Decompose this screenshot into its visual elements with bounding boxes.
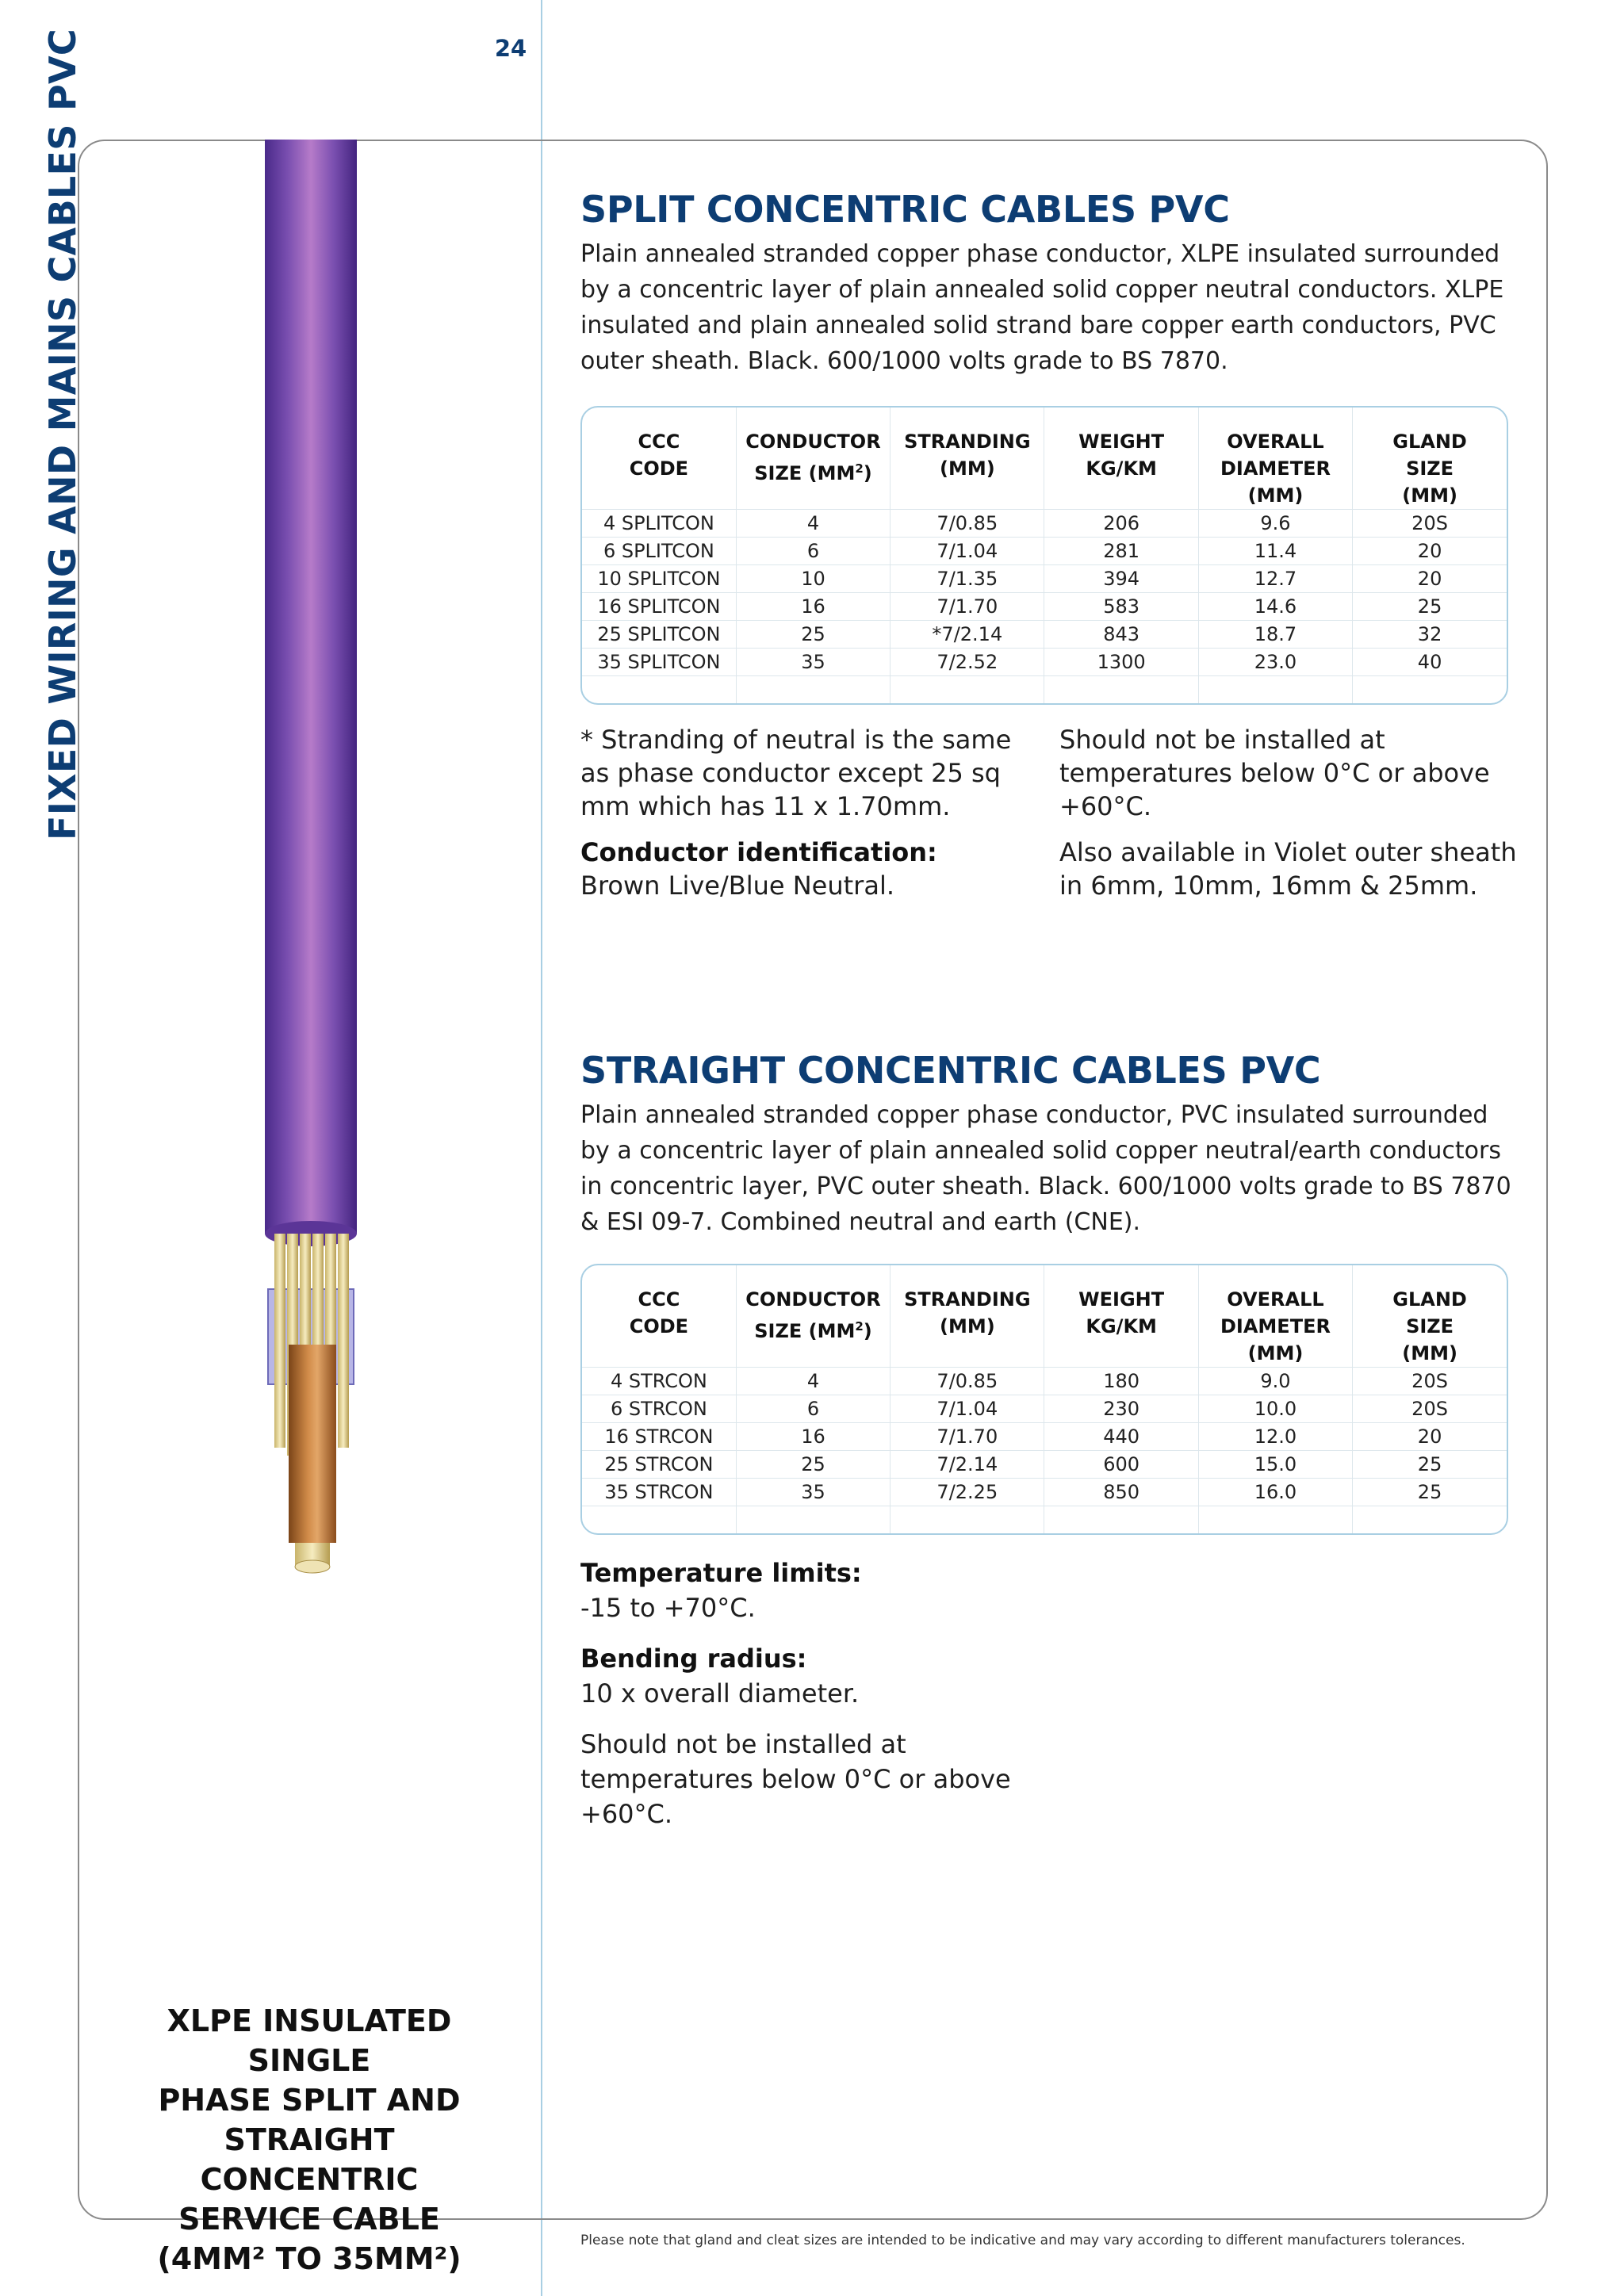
cell-conductor-size: 6: [736, 538, 890, 565]
cable-caption-line: SERVICE CABLE: [178, 2202, 440, 2237]
header-conductor-size: CONDUCTOR SIZE $(MM^2)$: [736, 1265, 890, 1368]
cell-stranding: 7/1.70: [891, 1423, 1044, 1451]
straight-concentric-section: [580, 1048, 1516, 1240]
stranding-note: * Stranding of neutral is the same as phase conductor except 25 sq mm which has 11 x 1.70mm.: [580, 725, 1012, 821]
notes-left-column: [580, 723, 1040, 915]
cell-conductor-size: 16: [736, 1423, 890, 1451]
cell-code: 6 STRCON: [582, 1395, 736, 1423]
cell-weight: 843: [1044, 621, 1198, 649]
empty-cell: [891, 676, 1044, 703]
header-code: CCC CODE: [582, 1265, 736, 1368]
empty-cell: [891, 1506, 1044, 1533]
cell-gland: 32: [1353, 621, 1507, 649]
cell-stranding: 7/0.85: [891, 510, 1044, 538]
cell-diameter: 10.0: [1198, 1395, 1352, 1423]
empty-cell: [582, 1506, 736, 1533]
cell-stranding: 7/2.14: [891, 1451, 1044, 1479]
cell-conductor-size: 10: [736, 565, 890, 593]
cell-stranding: *7/2.14: [891, 621, 1044, 649]
cell-stranding: 7/1.04: [891, 538, 1044, 565]
tolerance-footnote: Please note that gland and cleat sizes are intended to be indicative and may vary according to different manufacturers tolerances.: [580, 2233, 1465, 2248]
empty-cell: [582, 676, 736, 703]
table-header-row: [582, 408, 1507, 510]
cable-caption-line: STRAIGHT CONCENTRIC: [200, 2122, 419, 2197]
cell-stranding: 7/1.04: [891, 1395, 1044, 1423]
cell-weight: 230: [1044, 1395, 1198, 1423]
cell-diameter: 12.7: [1198, 565, 1352, 593]
cell-conductor-size: 6: [736, 1395, 890, 1423]
cell-gland: 20: [1353, 538, 1507, 565]
cell-stranding: 7/0.85: [891, 1368, 1044, 1395]
cell-code: 4 STRCON: [582, 1368, 736, 1395]
cell-conductor-size: 35: [736, 1479, 890, 1506]
cell-conductor-size: 4: [736, 510, 890, 538]
cell-diameter: 15.0: [1198, 1451, 1352, 1479]
cell-diameter: 9.6: [1198, 510, 1352, 538]
cell-gland: 25: [1353, 593, 1507, 621]
cell-weight: 394: [1044, 565, 1198, 593]
section-title: SPLIT CONCENTRIC CABLES PVC: [580, 188, 1230, 231]
cell-diameter: 14.6: [1198, 593, 1352, 621]
split-concentric-section: [580, 187, 1516, 379]
note-text: 10 x overall diameter.: [580, 1678, 860, 1709]
empty-cell: [736, 676, 890, 703]
table-row: [582, 593, 1507, 621]
table-header-row: [582, 1265, 1507, 1368]
cell-weight: 281: [1044, 538, 1198, 565]
cell-conductor-size: 35: [736, 649, 890, 676]
cell-conductor-size: 16: [736, 593, 890, 621]
table-row: [582, 1451, 1507, 1479]
header-gland: GLAND SIZE (MM): [1392, 1288, 1467, 1364]
install-temperature-note: Should not be installed at temperatures below 0°C or above +60°C.: [580, 1729, 1011, 1829]
cell-code: 16 STRCON: [582, 1423, 736, 1451]
header-diameter: OVERALL DIAMETER (MM): [1198, 408, 1352, 510]
cell-conductor-size: 25: [736, 1451, 890, 1479]
side-section-title: FIXED WIRING AND MAINS CABLES PVC: [41, 29, 84, 840]
table-row: [582, 1368, 1507, 1395]
cell-weight: 206: [1044, 510, 1198, 538]
table-spacer-row: [582, 1506, 1507, 1533]
cell-stranding: 7/2.52: [891, 649, 1044, 676]
cell-diameter: 11.4: [1198, 538, 1352, 565]
header-stranding: STRANDING (MM): [891, 408, 1044, 510]
empty-cell: [1198, 676, 1352, 703]
header-diameter: OVERALL DIAMETER (MM): [1198, 1265, 1352, 1368]
cell-weight: 180: [1044, 1368, 1198, 1395]
cell-code: 4 SPLITCON: [582, 510, 736, 538]
note-heading: Conductor identification:: [580, 837, 937, 867]
violet-sheath-note: Also available in Violet outer sheath in 6mm, 10mm, 16mm & 25mm.: [1059, 837, 1517, 901]
table-row: [582, 538, 1507, 565]
cell-gland: 40: [1353, 649, 1507, 676]
cell-code: 25 STRCON: [582, 1451, 736, 1479]
table-row: [582, 1479, 1507, 1506]
table-row: [582, 649, 1507, 676]
cell-stranding: 7/1.70: [891, 593, 1044, 621]
cell-conductor-size: 4: [736, 1368, 890, 1395]
cell-diameter: 12.0: [1198, 1423, 1352, 1451]
cell-gland: 20S: [1353, 510, 1507, 538]
cell-code: 35 SPLITCON: [582, 649, 736, 676]
temperature-limits: [580, 1556, 1056, 1625]
page-number: 24: [494, 35, 527, 62]
cable-caption: [111, 2001, 508, 2279]
table-row: [582, 510, 1507, 538]
header-stranding: STRANDING (MM): [891, 1265, 1044, 1368]
empty-cell: [1353, 676, 1507, 703]
cell-gland: 20: [1353, 565, 1507, 593]
table-row: [582, 1395, 1507, 1423]
cable-caption-line: (4MM² TO 35MM²): [157, 2241, 462, 2276]
cell-weight: 600: [1044, 1451, 1198, 1479]
note-text: Brown Live/Blue Neutral.: [580, 871, 894, 901]
header-code: CCC CODE: [582, 408, 736, 510]
cell-diameter: 18.7: [1198, 621, 1352, 649]
cable-image: [246, 140, 381, 1582]
split-spec-table: [580, 406, 1508, 705]
cell-code: 10 SPLITCON: [582, 565, 736, 593]
table-row: [582, 1423, 1507, 1451]
note-heading: Bending radius:: [580, 1644, 807, 1674]
empty-cell: [1044, 1506, 1198, 1533]
straight-spec-table: [580, 1264, 1508, 1535]
section-description: Plain annealed stranded copper phase conductor, XLPE insulated surrounded by a concentric layer of plain annealed solid copper neutral conductors. XLPE insulated and plain annealed solid strand bare copper earth conductors, PVC outer sheath. Black. 600/1000 volts grade to BS 7870.: [580, 240, 1504, 375]
bending-radius: [580, 1641, 1056, 1711]
header-gland: GLAND SIZE (MM): [1392, 430, 1467, 507]
empty-cell: [1044, 676, 1198, 703]
cell-diameter: 9.0: [1198, 1368, 1352, 1395]
section-description: Plain annealed stranded copper phase conductor, PVC insulated surrounded by a concentric layer of plain annealed solid copper neutral/earth conductors in concentric layer, PVC outer sheath. Black. 600/1000 volts grade to BS 7870 & ESI 09-7. Combined neutral and earth (CNE).: [580, 1101, 1511, 1236]
cell-weight: 440: [1044, 1423, 1198, 1451]
cell-code: 35 STRCON: [582, 1479, 736, 1506]
conductor-identification: [580, 836, 1040, 902]
cell-stranding: 7/2.25: [891, 1479, 1044, 1506]
note-heading: Temperature limits:: [580, 1558, 862, 1588]
note-text: -15 to +70°C.: [580, 1593, 756, 1623]
cell-conductor-size: 25: [736, 621, 890, 649]
table-row: [582, 565, 1507, 593]
cell-gland: 20: [1353, 1423, 1507, 1451]
empty-cell: [1353, 1506, 1507, 1533]
cell-gland: 25: [1353, 1451, 1507, 1479]
section-title: STRAIGHT CONCENTRIC CABLES PVC: [580, 1049, 1321, 1092]
cell-code: 16 SPLITCON: [582, 593, 736, 621]
cell-weight: 1300: [1044, 649, 1198, 676]
cell-weight: 583: [1044, 593, 1198, 621]
notes-right-column: [1059, 723, 1519, 915]
empty-cell: [736, 1506, 890, 1533]
install-temperature-note: Should not be installed at temperatures below 0°C or above +60°C.: [1059, 725, 1490, 821]
cell-code: 6 SPLITCON: [582, 538, 736, 565]
cell-code: 25 SPLITCON: [582, 621, 736, 649]
cable-caption-line: XLPE INSULATED SINGLE: [167, 2003, 452, 2078]
cell-gland: 25: [1353, 1479, 1507, 1506]
cell-weight: 850: [1044, 1479, 1198, 1506]
straight-notes: [580, 1556, 1056, 1847]
cell-gland: 20S: [1353, 1395, 1507, 1423]
header-weight: WEIGHT KG/KM: [1044, 408, 1198, 510]
cell-stranding: 7/1.35: [891, 565, 1044, 593]
cell-diameter: 23.0: [1198, 649, 1352, 676]
table-row: [582, 621, 1507, 649]
cell-diameter: 16.0: [1198, 1479, 1352, 1506]
table-spacer-row: [582, 676, 1507, 703]
empty-cell: [1198, 1506, 1352, 1533]
header-conductor-size: CONDUCTOR SIZE $(MM^2)$: [736, 408, 890, 510]
cable-caption-line: PHASE SPLIT AND: [158, 2083, 461, 2118]
cell-gland: 20S: [1353, 1368, 1507, 1395]
header-weight: WEIGHT KG/KM: [1044, 1265, 1198, 1368]
cable-illustration: [246, 140, 381, 1582]
